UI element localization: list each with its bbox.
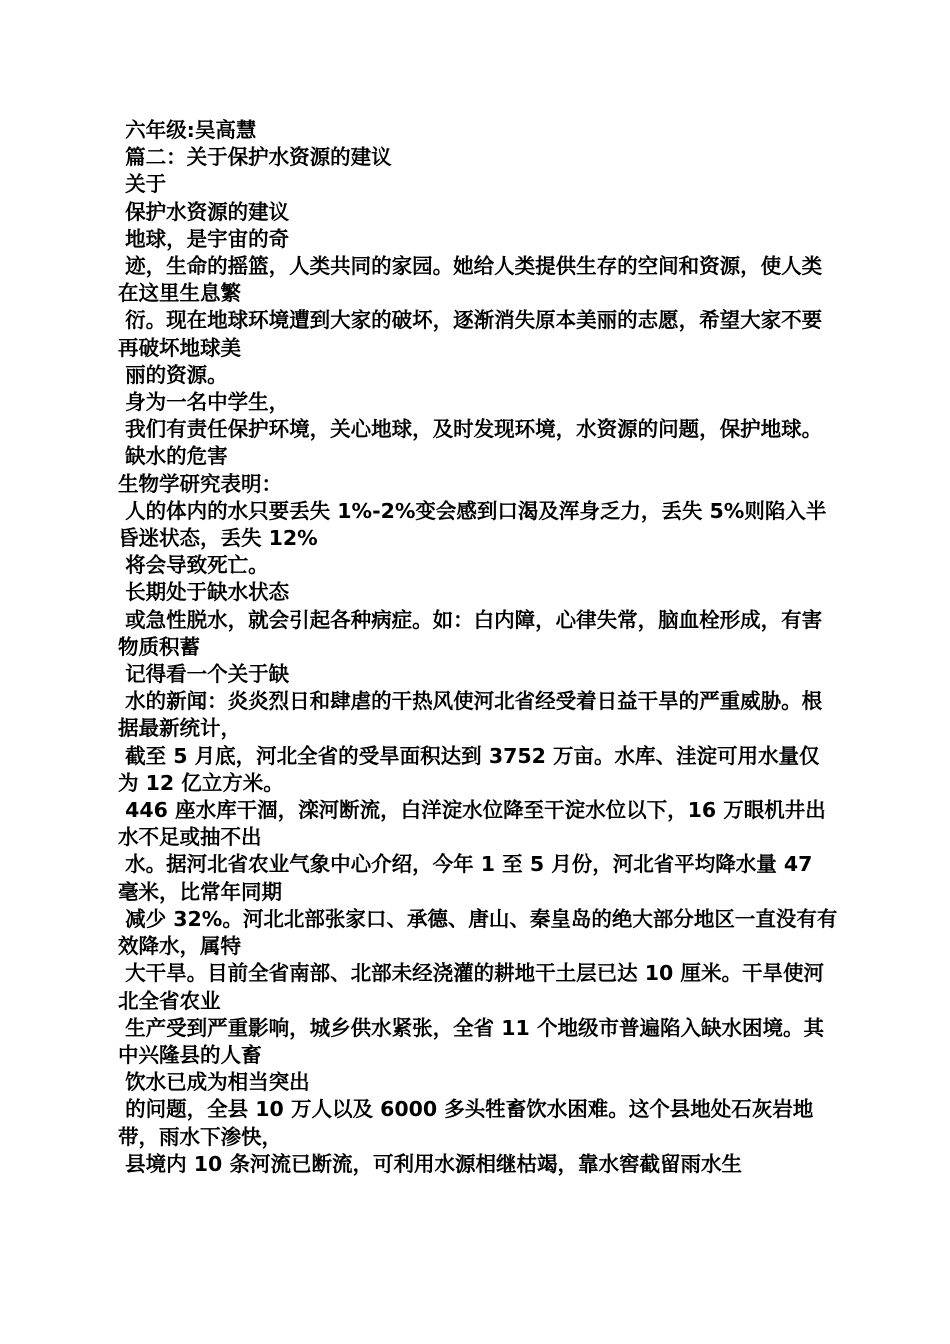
text-line: 生物学研究表明：: [118, 471, 282, 496]
text-line: 饮水已成为相当突出: [118, 1070, 310, 1095]
text-line: 截至 5 月底，河北全省的受旱面积达到 3752 万亩。水库、洼淀可用水量仅为 12 亿立方米。: [118, 743, 820, 795]
text-line: 我们有责任保护环境，关心地球，及时发现环境，水资源的问题，保护地球。: [118, 417, 823, 442]
text-line: 关于: [118, 172, 167, 197]
text-line: 丽的资源。: [118, 362, 228, 387]
text-line: 大干旱。目前全省南部、北部未经浇灌的耕地干土层已达 10 厘米。干旱使河北全省农业: [118, 961, 824, 1013]
text-line: 六年级:吴高慧: [118, 118, 257, 142]
text-line: 446 座水库干涸，滦河断流，白洋淀水位降至干淀水位以下，16 万眼机井出水不足或抽不出: [118, 798, 826, 850]
text-line: 水的新闻：炎炎烈日和肆虐的干热风使河北省经受着日益干旱的严重威胁。根据最新统计，: [118, 689, 823, 741]
document-body: [118, 117, 838, 1178]
text-line: 篇二：关于保护水资源的建议: [118, 145, 392, 170]
text-line: 衍。现在地球环境遭到大家的破坏，逐渐消失原本美丽的志愿，希望大家不要再破坏地球美: [118, 308, 823, 360]
text-line: 减少 32%。河北北部张家口、承德、唐山、秦皇岛的绝大部分地区一直没有有效降水，属特: [118, 906, 838, 959]
text-line: 保护水资源的建议: [118, 199, 290, 224]
text-line: 的问题，全县 10 万人以及 6000 多头牲畜饮水困难。这个县地处石灰岩地带，雨水下渗快，: [118, 1097, 814, 1149]
text-line: 将会导致死亡。: [118, 553, 269, 578]
text-line: 县境内 10 条河流已断流，可利用水源相继枯竭，靠水窖截留雨水生: [118, 1151, 742, 1176]
text-line: 缺水的危害: [118, 444, 228, 469]
text-line: 生产受到严重影响，城乡供水紧张，全省 11 个地级市普遍陷入缺水困境。其中兴隆县的人畜: [118, 1015, 824, 1067]
text-line: 身为一名中学生，: [118, 390, 290, 415]
text-line: 记得看一个关于缺: [118, 662, 290, 687]
text-line: 或急性脱水，就会引起各种病症。如：白内障，心律失常，脑血栓形成，有害物质积蓄: [118, 607, 823, 659]
text-line: 地球，是宇宙的奇: [118, 226, 290, 251]
text-line: 长期处于缺水状态: [118, 580, 290, 605]
text-line: 水。据河北省农业气象中心介绍，今年 1 至 5 月份，河北省平均降水量 47 毫米，比常年同期: [118, 852, 820, 904]
text-line: 人的体内的水只要丢失 1%-2%变会感到口渴及浑身乏力，丢失 5%则陷入半昏迷状态，丢失 12%: [118, 498, 827, 551]
text-line: 迹，生命的摇篮，人类共同的家园。她给人类提供生存的空间和资源，使人类在这里生息繁: [118, 254, 823, 306]
